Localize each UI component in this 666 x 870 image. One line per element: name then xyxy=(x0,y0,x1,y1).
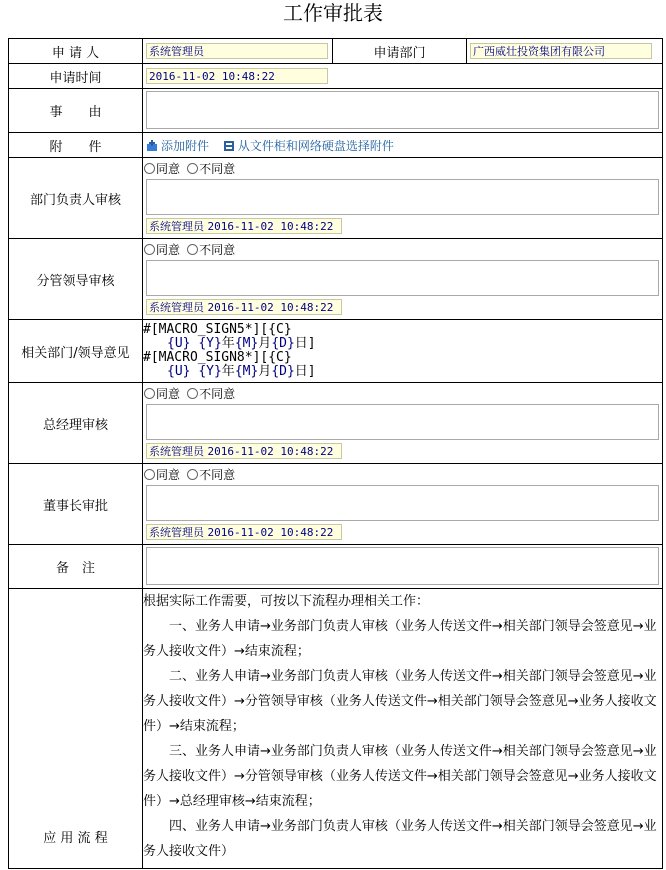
related-opinion-label: 相关部门/领导意见 xyxy=(9,320,143,383)
apply-time-label: 申请时间 xyxy=(9,64,143,89)
leader-review-signature: 系统管理员 2016-11-02 10:48:22 xyxy=(146,299,342,315)
process-step-4: 四、业务人申请→业务部门负责人审核（业务人传送文件→相关部门领导会签意见→业务人接收文件） xyxy=(143,819,657,859)
applicant-label: 申 请 人 xyxy=(9,39,143,64)
gm-approve-radio[interactable] xyxy=(144,388,155,399)
dept-reject-label: 不同意 xyxy=(199,162,236,176)
department-label: 申请部门 xyxy=(333,39,467,64)
add-attachment-icon xyxy=(146,140,158,152)
leader-reject-radio[interactable] xyxy=(187,244,198,255)
gm-reject-radio[interactable] xyxy=(187,388,198,399)
process-intro: 根据实际工作需要，可按以下流程办理相关工作： xyxy=(143,594,430,609)
chairman-review-signature: 系统管理员 2016-11-02 10:48:22 xyxy=(146,524,342,540)
select-attachment-link[interactable] xyxy=(223,139,394,153)
chairman-review-textarea[interactable] xyxy=(146,485,659,521)
gm-review-textarea[interactable] xyxy=(146,404,659,440)
dept-approve-radio[interactable] xyxy=(144,163,155,174)
dept-approve-label: 同意 xyxy=(156,162,181,176)
matter-textarea[interactable] xyxy=(146,91,659,129)
page-title: 工作审批表 xyxy=(283,1,383,25)
chairman-review-label: 董事长审批 xyxy=(9,464,143,545)
chairman-approve-label: 同意 xyxy=(156,468,181,482)
leader-approve-radio[interactable] xyxy=(144,244,155,255)
chairman-reject-label: 不同意 xyxy=(199,468,236,482)
select-attachment-label: 从文件柜和网络硬盘选择附件 xyxy=(237,138,394,153)
leader-reject-label: 不同意 xyxy=(199,243,236,257)
apply-time-field[interactable]: 2016-11-02 10:48:22 xyxy=(146,68,328,84)
department-field[interactable]: 广西威壮投资集团有限公司 xyxy=(470,43,652,59)
chairman-approve-radio[interactable] xyxy=(144,469,155,480)
gm-approve-label: 同意 xyxy=(156,387,181,401)
process-content xyxy=(143,589,663,869)
dept-review-textarea[interactable] xyxy=(146,179,659,215)
leader-review-textarea[interactable] xyxy=(146,260,659,296)
dept-reject-radio[interactable] xyxy=(187,163,198,174)
chairman-reject-radio[interactable] xyxy=(187,469,198,480)
leader-approve-label: 同意 xyxy=(156,243,181,257)
gm-review-signature: 系统管理员 2016-11-02 10:48:22 xyxy=(146,443,342,459)
related-opinion-content: #[MACRO_SIGN5*][{C} {U} {Y}年{M}月{D}日] #[MACRO_SIGN8*][{C} {U} {Y}年{M}月{D}日] xyxy=(143,320,663,383)
matter-label: 事 由 xyxy=(9,89,143,133)
gm-review-label: 总经理审核 xyxy=(9,383,143,464)
process-step-3: 三、业务人申请→业务部门负责人审核（业务人传送文件→相关部门领导会签意见→业务人接收文件）→分管领导审核（业务人传送文件→相关部门领导会签意见→业务人接收文件）→总经理审核→结束流程； xyxy=(143,744,657,809)
leader-review-label: 分管领导审核 xyxy=(9,239,143,320)
remarks-label: 备 注 xyxy=(9,545,143,589)
approval-form xyxy=(8,38,663,869)
file-cabinet-icon xyxy=(223,140,235,152)
process-step-2: 二、业务人申请→业务部门负责人审核（业务人传送文件→相关部门领导会签意见→业务人接收文件）→分管领导审核（业务人传送文件→相关部门领导会签意见→业务人接收文件）→结束流程； xyxy=(143,669,657,734)
remarks-textarea[interactable] xyxy=(146,547,659,585)
add-attachment-link[interactable] xyxy=(146,139,213,153)
dept-review-label: 部门负责人审核 xyxy=(9,158,143,239)
add-attachment-label: 添加附件 xyxy=(161,138,210,153)
dept-review-signature: 系统管理员 2016-11-02 10:48:22 xyxy=(146,218,342,234)
applicant-field[interactable]: 系统管理员 xyxy=(146,43,328,59)
attachment-label: 附 件 xyxy=(9,133,143,158)
process-label: 应 用 流 程 xyxy=(9,589,143,869)
process-step-1: 一、业务人申请→业务部门负责人审核（业务人传送文件→相关部门领导会签意见→业务人接收文件）→结束流程； xyxy=(143,619,657,659)
gm-reject-label: 不同意 xyxy=(199,387,236,401)
